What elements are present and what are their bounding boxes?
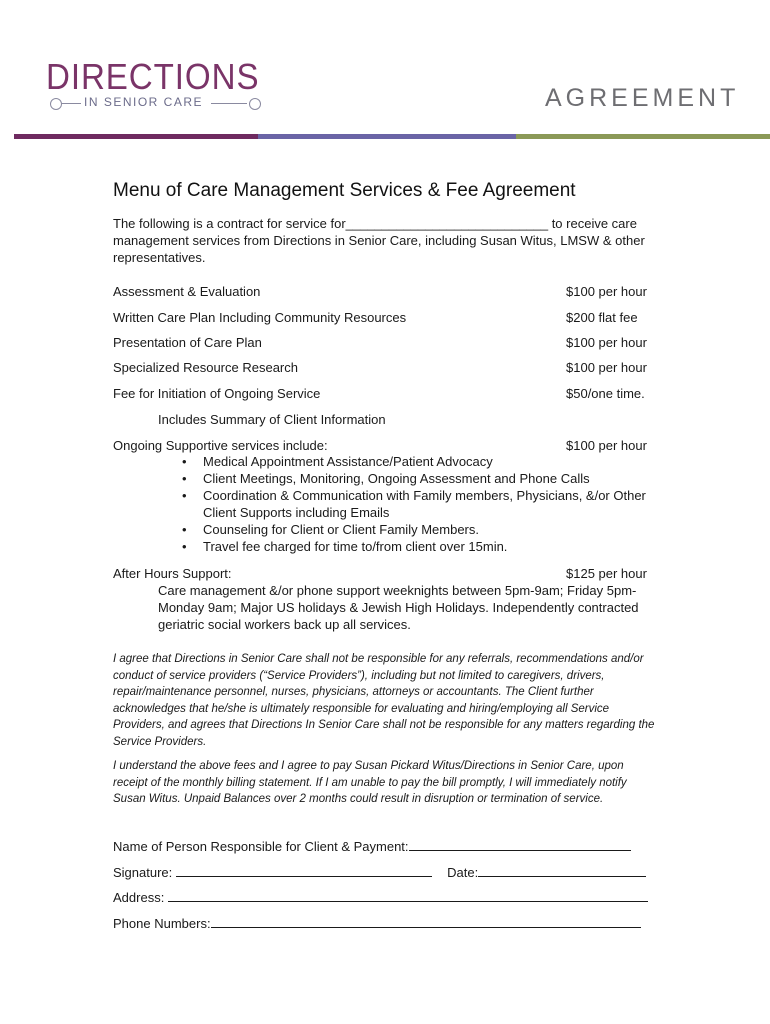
responsible-party-input[interactable] <box>409 837 631 851</box>
responsible-party-field <box>113 837 631 855</box>
liability-disclaimer: I agree that Directions in Senior Care shall not be responsible for any referrals, recommendations and/or conduct of service providers (“Service Providers”), including but not limited to caregivers, drivers, repair/maintenance personnel, nurses, physicians, attorneys or accountants. The Client further acknowledges that he/she is ultimately responsible for evaluating and hiring/employing all Service Providers, and agrees that Directions In Senior Care shall not be responsible for any matters regarding the Service Providers. <box>113 653 655 748</box>
payment-terms: I understand the above fees and I agree to pay Susan Pickard Witus/Directions in Senior Care, upon receipt of the monthly billing statement. If I am unable to pay the bill promptly, I will immediately notify Susan Witus. Unpaid Balances over 2 months could result in disruption or termination of service. <box>113 760 627 805</box>
logo-sub-text: IN SENIOR CARE <box>84 95 204 109</box>
list-item-text: Medical Appointment Assistance/Patient Advocacy <box>203 454 493 469</box>
intro-paragraph: The following is a contract for service for____________________________ to receive care management services from Directions in Senior Care, including Susan Witus, LMSW & other representatives. <box>113 216 645 265</box>
service-name: Assessment & Evaluation <box>113 284 261 299</box>
after-hours-fee: $125 per hour <box>566 566 647 581</box>
phone-input[interactable] <box>211 914 641 928</box>
header-bar-segment <box>258 134 516 139</box>
list-item-text: Counseling for Client or Client Family Members. <box>203 522 479 537</box>
company-logo <box>46 58 266 116</box>
responsible-party-label: Name of Person Responsible for Client & Payment: <box>113 839 409 854</box>
list-item-text: Coordination & Communication with Family members, Physicians, &/or Other Client Supports including Emails <box>203 488 646 520</box>
logo-subline <box>46 93 261 111</box>
ongoing-label: Ongoing Supportive services include: <box>113 438 328 453</box>
signature-label: Signature: <box>113 865 176 880</box>
list-item-text: Client Meetings, Monitoring, Ongoing Assessment and Phone Calls <box>203 471 590 486</box>
document-label: AGREEMENT <box>545 84 740 112</box>
swirl-icon <box>50 98 62 110</box>
date-label: Date: <box>447 865 479 880</box>
service-fee: $100 per hour <box>566 335 647 350</box>
list-item <box>182 453 652 470</box>
bullet-icon: • <box>182 488 187 503</box>
date-input[interactable] <box>478 863 646 877</box>
list-item <box>182 538 652 555</box>
service-name: Presentation of Care Plan <box>113 335 262 350</box>
list-item <box>182 521 652 538</box>
logo-main-text: DIRECTIONS <box>46 56 260 97</box>
header-bar-segment <box>516 134 770 139</box>
list-item-text: Travel fee charged for time to/from client over 15min. <box>203 539 508 554</box>
divider <box>61 103 81 104</box>
address-field <box>113 888 648 906</box>
signature-row <box>113 863 646 881</box>
after-hours-description: Care management &/or phone support weeknights between 5pm-9am; Friday 5pm-Monday 9am; Major US holidays & Jewish High Holidays. Independently contracted geriatric social workers back up all services. <box>158 583 639 632</box>
address-input[interactable] <box>168 888 648 902</box>
service-fee: $200 flat fee <box>566 310 638 325</box>
list-item <box>182 470 652 487</box>
bullet-icon: • <box>182 454 187 469</box>
after-hours-label: After Hours Support: <box>113 566 232 581</box>
service-fee: $50/one time. <box>566 386 645 401</box>
page-title: Menu of Care Management Services & Fee Agreement <box>113 180 576 201</box>
service-name: Written Care Plan Including Community Resources <box>113 310 407 325</box>
ongoing-fee: $100 per hour <box>566 438 647 453</box>
header-bar-segment <box>14 134 258 139</box>
bullet-icon: • <box>182 539 187 554</box>
divider <box>211 103 247 104</box>
address-label: Address: <box>113 890 168 905</box>
bullet-icon: • <box>182 522 187 537</box>
service-fee: $100 per hour <box>566 284 647 299</box>
swirl-icon <box>249 98 261 110</box>
phone-field <box>113 914 641 932</box>
ongoing-services-list <box>182 453 652 555</box>
list-item <box>182 487 652 521</box>
phone-label: Phone Numbers: <box>113 916 211 931</box>
service-fee: $100 per hour <box>566 360 647 375</box>
service-name: Fee for Initiation of Ongoing Service <box>113 386 321 401</box>
service-note: Includes Summary of Client Information <box>158 412 386 427</box>
service-name: Specialized Resource Research <box>113 360 298 375</box>
signature-input[interactable] <box>176 863 432 877</box>
bullet-icon: • <box>182 471 187 486</box>
